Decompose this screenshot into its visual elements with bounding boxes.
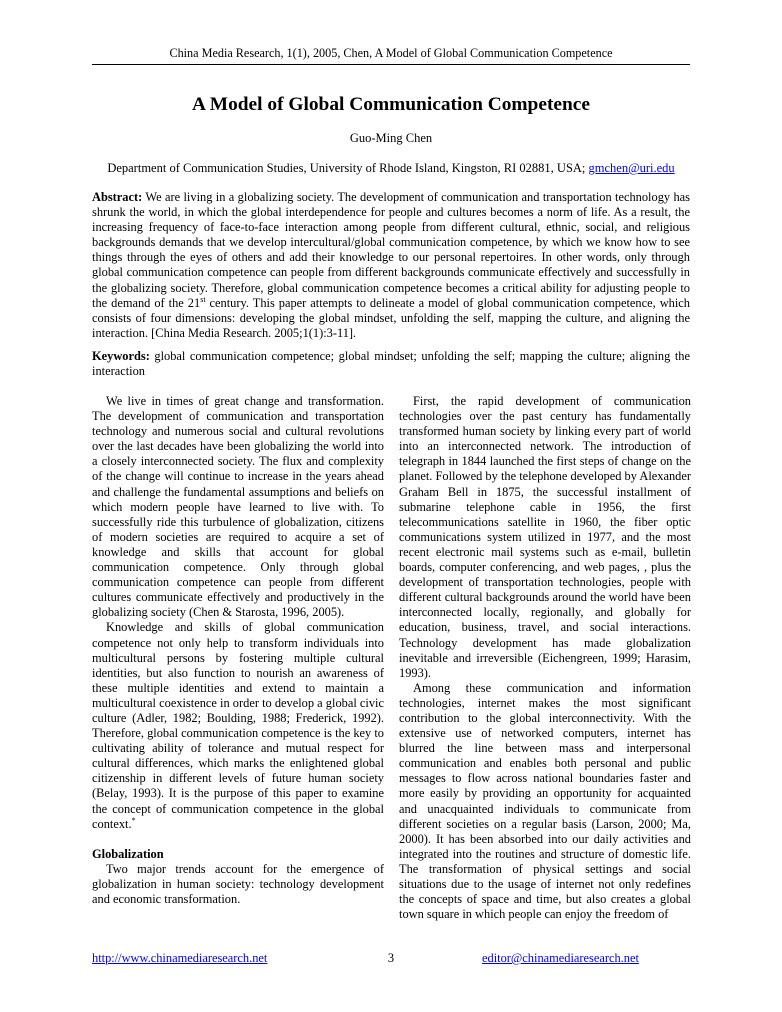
footer-email-link[interactable]: editor@chinamediaresearch.net bbox=[482, 951, 639, 965]
author-email-link[interactable]: gmchen@uri.edu bbox=[588, 161, 675, 175]
keywords-text: global communication competence; global mindset; unfolding the self; mapping the culture; aligning the interaction bbox=[92, 349, 690, 379]
paper-title: A Model of Global Communication Competence bbox=[191, 94, 591, 115]
body-column-left bbox=[92, 394, 384, 907]
section-heading-globalization: Globalization bbox=[92, 846, 164, 861]
affiliation-text: Department of Communication Studies, University of Rhode Island, Kingston, RI 02881, USA; bbox=[107, 161, 589, 175]
author-affiliation bbox=[92, 160, 690, 176]
globalization-paragraph-1: Two major trends account for the emergence of globalization in human society: technology development and economic transformation. bbox=[92, 861, 384, 906]
technology-paragraph-1: First, the rapid development of communication technologies over the past century has fundamentally transformed human society by linking every part of world into an interconnected network. The introduction of telegraph in 1844 launched the first steps of change on the planet. Followed by the telephone developed by Alexander Graham Bell in 1875, the successful installment of submarine telephone cable in 1956, the first telecommunications satellite in 1960, the fiber optic communications system utilized in 1977, and the most recent electronic mail systems such as e-mail, bulletin boards, computer conferencing, and web pages, , plus the development of transportation technologies, people with different cultural backgrounds around the world have been interconnected locally, regionally, and globally for education, business, travel, and social interactions. Technology development has made globalization inevitable and irreversible (Eichengreen, 1999; Harasim, 1993). bbox=[399, 394, 691, 680]
page-footer bbox=[92, 950, 690, 966]
abstract bbox=[92, 190, 690, 341]
footer-website-link[interactable]: http://www.chinamediaresearch.net bbox=[92, 951, 268, 965]
footnote-marker: * bbox=[131, 815, 136, 825]
keywords-label: Keywords: bbox=[92, 349, 150, 363]
intro-paragraph-2 bbox=[92, 620, 384, 831]
keywords bbox=[92, 349, 690, 379]
running-header: China Media Research, 1(1), 2005, Chen, A Model of Global Communication Competence bbox=[169, 46, 613, 60]
intro-paragraph-1: We live in times of great change and transformation. The development of communication and transportation technology and numerous social and cultural revolutions over the last decades have been globalizing the world into a closely interconnected society. The flux and complexity of the change will continue to increase in the years ahead and challenge the fundamental assumptions and beliefs on which modern people have learned to live with. To successfully ride this turbulence of globalization, citizens of modern societies are required to acquire a set of knowledge and skills that account for global communication competence. Only through global communication competence can people from different cultures communicate effectively and productively in the globalizing society (Chen & Starosta, 1996, 2005). bbox=[92, 394, 384, 620]
abstract-label: Abstract: bbox=[92, 190, 143, 204]
technology-paragraph-2: Among these communication and information technologies, internet makes the most significant contribution to the global interconnectivity. With the extensive use of networked computers, internet has blurred the line between mass and interpersonal communication and enables both personal and public messages to flow across national boundaries faster and more easily by providing an opportunity for acquainted and unacquainted individuals to communicate from different societies on a regular basis (Larson, 2000; Ma, 2000). It has been absorbed into our daily activities and integrated into the routines and structure of domestic life. The transformation of physical settings and social situations due to the usage of internet not only redefines the concepts of space and time, but also creates a global town square in which people can enjoy the freedom of bbox=[399, 680, 691, 922]
header-rule bbox=[92, 64, 690, 65]
author-name: Guo-Ming Chen bbox=[349, 131, 433, 145]
intro-paragraph-2-text: Knowledge and skills of global communication competence not only help to transform individuals into multicultural persons by fostering multiple cultural identities, but also function to nourish an awareness of these multiple identities and extend to maintain a multicultural coexistence in order to develop a global civic culture (Adler, 1982; Boulding, 1988; Frederick, 1992). Therefore, global communication competence is the key to cultivating ability of tolerance and mutual respect for cultural differences, which marks the enlightened global citizenship in different levels of future human society (Belay, 1993). It is the purpose of this paper to examine the concept of communication competence in the global context. bbox=[92, 620, 384, 831]
abstract-text-continued: century. This paper attempts to delineate a model of global communication competence, which consists of four dimensions: developing the global mindset, unfolding the self, mapping the culture, and aligning the interaction. [China Media Research. 2005;1(1):3-11]. bbox=[92, 295, 690, 340]
page-number: 3 bbox=[387, 951, 395, 965]
ordinal-superscript: st bbox=[200, 294, 206, 304]
body-column-right bbox=[399, 394, 691, 922]
abstract-text: We are living in a globalizing society. The development of communication and transportation technology has shrunk the world, in which the global interdependence for people and cultures becomes a norm of life. As a result, the increasing frequency of face-to-face interaction among people from different cultural, ethnic, social, and religious backgrounds demands that we develop intercultural/global communication competence, by which we know how to see things through the eyes of others and add their knowledge to our personal repertoires. In other words, only through global communication competence can people from different backgrounds communicate effectively and successfully in the globalizing society. Therefore, global communication competence becomes a critical ability for adjusting people to the demand of the 21 bbox=[92, 190, 690, 310]
